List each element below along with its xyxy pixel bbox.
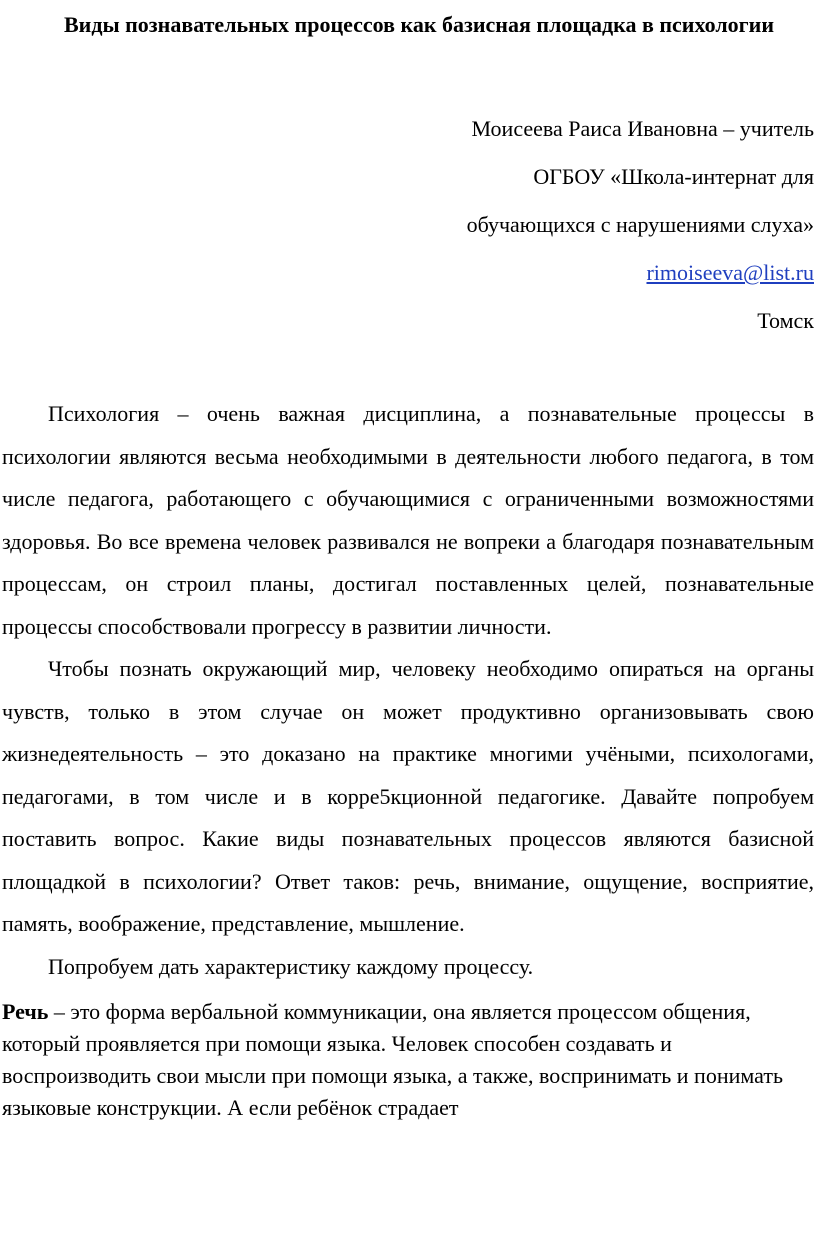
author-email-link[interactable]: rimoiseeva@list.ru: [646, 260, 814, 285]
paragraph-intro: Психология – очень важная дисциплина, а познавательные процессы в психологии являются весьма необходимыми в деятельности любого педагога, в том числе педагога, работающего с обучающимися с ограниченными возможностями здоровья. Во все времена человек развивался не вопреки а благодаря познавательным процессам, он строил планы, достигал поставленных целей, познавательные процессы способствовали прогрессу в развитии личности.: [2, 401, 814, 639]
author-block: [2, 105, 814, 345]
author-name-line: Моисеева Раиса Ивановна – учитель: [471, 116, 814, 141]
document-title: Виды познавательных процессов как базисная площадка в психологии: [63, 12, 775, 37]
paragraph-senses: Чтобы познать окружающий мир, человеку необходимо опираться на органы чувств, только в этом случае он может продуктивно организовывать свою жизнедеятельность – это доказано на практике многими учёными, психологами, педагогами, в том числе и в корре5кционной педагогике. Давайте попробуем поставить вопрос. Какие виды познавательных процессов являются базисной площадкой в психологии? Ответ таков: речь, внимание, ощущение, восприятие, память, воображение, представление, мышление.: [2, 656, 814, 936]
author-organization-line-2: обучающихся с нарушениями слуха»: [466, 212, 814, 237]
paragraph-attempt: Попробуем дать характеристику каждому процессу.: [48, 953, 534, 979]
body-text: [2, 393, 814, 988]
speech-paragraph: [2, 996, 814, 1124]
author-city: Томск: [757, 308, 814, 333]
author-organization-line: ОГБОУ «Школа-интернат для: [533, 164, 814, 189]
speech-term: Речь: [2, 999, 49, 1024]
speech-text: – это форма вербальной коммуникации, она является процессом общения, который проявляется при помощи языка. Человек способен создавать и воспроизводить свои мысли при помощи языка, а также, воспринимать и понимать языковые конструкции. А если ребёнок страдает: [2, 999, 783, 1120]
